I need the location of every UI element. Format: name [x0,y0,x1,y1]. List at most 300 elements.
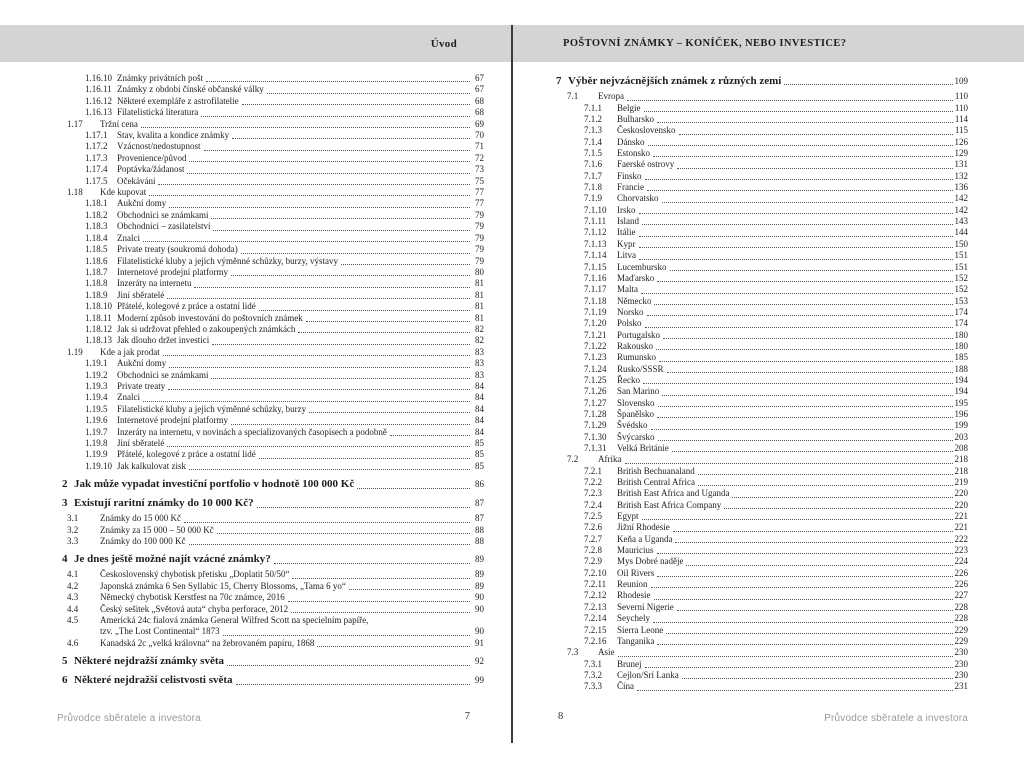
toc-entry [556,330,968,341]
toc-entry-page: 84 [475,426,484,437]
dot-leader [645,327,953,328]
toc-entry-number: 1.19.5 [85,403,108,414]
toc-entry-page: 143 [954,216,968,227]
dot-leader [241,253,470,254]
toc-entry-page: 194 [954,374,968,385]
toc-entry-number: 1.18.1 [85,198,108,209]
toc-entry-label: Bulharsko [617,114,654,125]
toc-entry-page: 81 [475,301,484,312]
toc-entry-label: Francie [617,182,644,193]
toc-entry [556,171,968,182]
toc-entry-label: British Bechuanaland [617,465,695,476]
toc-entry [62,198,484,209]
toc-entry-label: Sierra Leone [617,624,664,635]
dot-leader [257,507,470,508]
toc-entry-label: Známky privátních pošt [117,73,203,83]
toc-entry-label: British Central Africa [617,477,695,488]
toc-entry-number: 7.2.6 [584,522,602,533]
dot-leader [662,202,953,203]
toc-entry-page: 85 [475,460,484,471]
toc-entry-number: 7.2.8 [584,545,602,556]
toc-entry-number: 4.3 [67,592,79,603]
toc-entry-number: 1.19.4 [85,392,108,403]
toc-entry-number: 1.18.7 [85,266,108,277]
toc-entry-label: Private treaty (soukromá dohoda) [117,244,238,255]
toc-entry-label: Seychely [617,613,650,624]
dot-leader [167,298,470,299]
toc-entry-number: 1.18.10 [85,301,112,312]
toc-entry-number: 4.1 [67,569,79,580]
dot-leader [167,446,470,447]
toc-entry [62,324,484,335]
toc-entry-page: 151 [954,261,968,272]
toc-entry [62,553,484,566]
toc-entry [62,427,484,438]
toc-entry-page: 92 [475,656,484,667]
toc-entry-label: Poptávka/žádanost [117,164,185,175]
dot-leader [317,646,470,647]
toc-right-page [556,74,968,693]
toc-entry-label: Výběr nejvzácnějších známek z různých zemí [568,76,782,87]
toc-entry-label: Egypt [617,511,639,522]
toc-entry [62,119,484,130]
dot-leader [231,275,470,276]
toc-entry-number: 7.2.9 [584,556,602,567]
toc-entry [556,375,968,386]
toc-entry [556,114,968,125]
dot-leader [288,601,470,602]
toc-entry-page: 203 [954,431,968,442]
toc-entry-page: 67 [475,84,484,95]
toc-entry-page: 67 [475,73,484,83]
dot-leader [149,195,470,196]
toc-entry-number: 1.18.11 [85,312,112,323]
toc-entry [62,210,484,221]
toc-entry-label: Provenience/původ [117,152,187,163]
dot-leader [291,612,470,613]
toc-entry-page: 83 [475,346,484,357]
toc-entry-label: Očekávání [117,175,156,186]
toc-entry-page: 81 [475,289,484,300]
toc-entry-label: Maďarsko [617,272,655,283]
toc-entry-page: 226 [954,579,968,590]
dot-leader [309,412,470,413]
dot-leader [644,111,953,112]
toc-entry [556,579,968,590]
toc-entry [556,647,968,658]
toc-entry-number: 7.2.15 [584,624,607,635]
toc-entry-page: 89 [475,554,484,565]
toc-entry [62,84,484,95]
toc-entry-label: Rhodesie [617,590,651,601]
toc-entry [62,536,484,547]
toc-entry-number: 7.2.7 [584,533,602,544]
footer-page-number-left: 7 [464,711,470,722]
toc-entry [556,386,968,397]
toc-entry-number: 7.1.6 [584,159,602,170]
toc-entry-page: 231 [954,681,968,692]
toc-entry-page: 90 [475,626,484,637]
toc-entry-page: 84 [475,403,484,414]
toc-entry-number: 1.16.11 [85,84,112,95]
toc-entry-page: 150 [954,238,968,249]
dot-leader [642,224,953,225]
dot-leader [682,678,953,679]
toc-entry-number: 1.18.13 [85,335,112,346]
toc-entry [556,125,968,136]
toc-entry-page: 79 [475,209,484,220]
dot-leader [645,667,953,668]
dot-leader [651,429,953,430]
toc-entry-page: 132 [954,170,968,181]
dot-leader [667,372,953,373]
dot-leader [298,332,470,333]
toc-entry [62,674,484,687]
toc-entry-label: Některé exempláře z astrofilatelie [117,95,239,106]
toc-entry-label: Jiní sběratelé [117,438,165,448]
toc-entry-number: 7.2.3 [584,488,602,499]
toc-entry-number: 1.19 [67,346,83,357]
toc-entry-number: 4.4 [67,603,79,614]
toc-entry-label: Tanganika [617,635,655,646]
dot-leader [201,116,470,117]
dot-leader [659,361,952,362]
toc-entry [556,250,968,261]
dot-leader [648,145,953,146]
toc-entry-page: 152 [954,272,968,283]
toc-entry [556,91,968,102]
dot-leader [677,168,952,169]
toc-entry [556,420,968,431]
toc-entry [556,193,968,204]
toc-entry-label: Rusko/SSSR [617,363,664,374]
toc-entry-page: 229 [954,635,968,646]
toc-entry [556,216,968,227]
toc-entry [556,205,968,216]
dot-leader [657,553,953,554]
dot-leader [189,161,470,162]
toc-entry-label: Polsko [617,318,642,329]
toc-entry-label: Filatelistické kluby a jejich výměnné schůzky, burzy [117,403,307,414]
dot-leader [673,531,953,532]
dot-leader [227,665,470,666]
toc-entry-label: Inzeráty na internetu, v novinách a specializovaných časopisech a podobně [117,426,387,437]
toc-entry-page: 80 [475,266,484,277]
dot-leader [639,247,953,248]
toc-entry-label: Evropa [598,91,624,102]
toc-entry [62,290,484,301]
toc-entry-page: 85 [475,438,484,448]
toc-entry-page: 224 [954,556,968,567]
footer-page-number-right: 8 [558,711,564,722]
toc-entry [556,477,968,488]
dot-leader [211,378,470,379]
toc-entry [62,497,484,510]
toc-entry-number: 1.19.2 [85,369,108,380]
toc-entry-number: 1.18 [67,187,83,198]
toc-entry [62,153,484,164]
toc-entry-number: 7.1.17 [584,284,607,295]
toc-entry-page: 90 [475,592,484,603]
toc-entry-label: Některé nejdražší známky světa [74,655,224,668]
toc-entry-label: Stav, kvalita a kondice známky [117,130,230,141]
toc-entry-number: 7.1.13 [584,238,607,249]
toc-entry-page: 115 [954,125,968,136]
toc-entry-page: 68 [475,95,484,106]
toc-entry-label: Faerské ostrovy [617,159,675,170]
toc-entry [556,352,968,363]
toc-entry-page: 91 [475,637,484,648]
dot-leader [679,134,953,135]
toc-entry-label: Vzácnost/nedostupnost [117,141,201,152]
dot-leader [625,463,953,464]
toc-entry-number: 1.18.3 [85,221,108,232]
toc-entry-page: 228 [954,613,968,624]
toc-entry-label: Filatelistická literatura [117,107,199,118]
toc-entry-number: 3 [62,497,68,510]
dot-leader [657,576,952,577]
dot-leader [732,497,952,498]
toc-entry [62,370,484,381]
toc-entry-page: 196 [954,408,968,419]
toc-entry-label: Kanadská 2c „velká královna“ na žebrovaném papíru, 1868 [100,637,315,648]
dot-leader [643,383,953,384]
toc-entry [556,443,968,454]
dot-leader [231,424,470,425]
dot-leader [349,589,470,590]
dot-leader [642,519,953,520]
dot-leader [677,610,953,611]
toc-entry [556,488,968,499]
toc-entry [62,221,484,232]
toc-entry [62,278,484,289]
toc-entry-page: 220 [954,499,968,510]
toc-entry-number: 1.19.8 [85,438,108,448]
toc-entry-page: 185 [954,352,968,363]
toc-entry-page: 82 [475,323,484,334]
dot-leader [627,100,953,101]
toc-entry [556,466,968,477]
toc-entry-number: 3.2 [67,524,79,535]
dot-leader [184,522,470,523]
toc-entry-label: Norsko [617,306,644,317]
toc-entry-number: 1.19.6 [85,415,108,426]
toc-entry-number: 7.1.9 [584,193,602,204]
toc-entry [62,244,484,255]
toc-entry [556,432,968,443]
toc-entry-page: 72 [475,152,484,163]
toc-entry-label: Moderní způsob investování do poštovních známek [117,312,303,323]
toc-entry [556,511,968,522]
toc-entry-page: 89 [475,569,484,580]
toc-entry [62,267,484,278]
toc-entry-number: 7.1.21 [584,329,607,340]
toc-entry-label: Známky do 15 000 Kč [100,513,181,524]
toc-entry-number: 1.19.9 [85,449,108,460]
dot-leader [232,138,470,139]
toc-entry-number: 7.1.23 [584,352,607,363]
toc-entry-label: Belgie [617,102,641,113]
dot-leader [158,184,470,185]
toc-entry-page: 82 [475,335,484,346]
toc-entry-number: 7.1.4 [584,136,602,147]
toc-entry-label: Malta [617,284,638,295]
toc-entry-number: 6 [62,674,68,687]
toc-entry-number: 1.18.4 [85,232,108,243]
toc-entry [62,130,484,141]
toc-entry-label: Lucembursko [617,261,667,272]
toc-entry-label: Přátelé, kolegové z práce a ostatní lidé [117,301,256,312]
toc-entry-label: Portugalsko [617,329,661,340]
toc-entry [62,655,484,668]
toc-entry-label: Znalci [117,232,140,243]
toc-entry [62,358,484,369]
toc-entry-page: 77 [475,198,484,209]
toc-entry [62,347,484,358]
dot-leader [259,310,470,311]
toc-entry-number: 7.2.12 [584,590,607,601]
dot-leader [654,304,952,305]
toc-entry-page: 84 [475,380,484,391]
toc-entry-number: 7 [556,75,562,87]
toc-entry [556,182,968,193]
dot-leader [189,544,471,545]
toc-entry-page: 109 [954,76,968,86]
toc-entry-label: Československý chybotisk přetisku „Doplatit 50/50“ [100,569,290,580]
toc-entry-number: 1.19.10 [85,460,112,471]
toc-entry-page: 188 [954,363,968,374]
toc-entry-number: 7.1.1 [584,102,602,113]
toc-entry-label: Rumunsko [617,352,657,363]
dot-leader [357,488,470,489]
toc-entry-number: 4.5 [67,615,79,626]
toc-entry-label: Znalci [117,392,140,403]
toc-entry-page: 79 [475,221,484,232]
toc-entry-page: 75 [475,175,484,186]
toc-entry-page: 174 [954,318,968,329]
toc-entry-page: 180 [954,329,968,340]
toc-entry [62,449,484,460]
toc-entry-page: 85 [475,449,484,460]
dot-leader [698,474,953,475]
toc-entry [556,284,968,295]
toc-entry-label: Inzeráty na internetu [117,278,192,289]
toc-entry-label: Reunion [617,579,648,590]
toc-entry [62,525,484,536]
dot-leader [653,622,953,623]
dot-leader [217,533,470,534]
dot-leader [341,264,470,265]
dot-leader [645,179,953,180]
toc-entry [556,568,968,579]
toc-entry-number: 1.19.1 [85,358,108,369]
toc-entry [62,438,484,449]
toc-entry-number: 7.1.2 [584,114,602,125]
toc-entry-label: Litva [617,250,636,261]
dot-leader [618,656,953,657]
toc-entry-label: San Marino [617,386,660,397]
toc-entry-label: Československo [617,125,676,136]
dot-leader [204,150,471,151]
toc-entry-page: 83 [475,369,484,380]
toc-entry [62,404,484,415]
toc-entry-label: Německý chybotisk Kerstfest na 70c známce, 2016 [100,592,285,603]
toc-entry-number: 1.19.7 [85,426,108,437]
toc-entry-page: 218 [954,465,968,476]
toc-entry [556,659,968,670]
toc-entry-page: 129 [954,148,968,159]
toc-entry-label: Švédsko [617,420,648,431]
toc-entry [62,569,484,580]
toc-entry [556,613,968,624]
toc-entry-number: 7.2.2 [584,477,602,488]
toc-entry-number: 1.16.13 [85,107,112,118]
toc-entry-label: Čína [617,681,634,692]
toc-entry [62,415,484,426]
toc-entry-number: 1.17 [67,118,83,129]
toc-entry [556,454,968,465]
dot-leader [274,563,470,564]
toc-entry-label: Jak si udržovat přehled o zakoupených známkách [117,323,296,334]
toc-entry-label: Český sešitek „Světová auta“ chyba perforace, 2012 [100,603,289,614]
toc-entry-label: Mauricius [617,545,654,556]
toc-entry-label: Oil Rivers [617,567,655,578]
toc-entry-number: 7.2.11 [584,579,607,590]
toc-entry-number: 7.1.19 [584,306,607,317]
toc-entry-number: 1.17.1 [85,130,108,141]
toc-entry-label: Jak může vypadat investiční portfolio v hodnotě 100 000 Kč [74,478,355,491]
toc-entry-label: Jiní sběratelé [117,289,165,300]
toc-entry [556,273,968,284]
toc-entry [62,176,484,187]
toc-entry [62,233,484,244]
toc-entry [62,335,484,346]
toc-entry-page: 144 [954,227,968,238]
dot-leader [212,344,470,345]
toc-entry-number: 7.2.4 [584,499,602,510]
toc-entry-label: Filatelistické kluby a jejich výměnné schůzky, burzy, výstavy [117,255,339,266]
toc-entry-page: 221 [954,511,968,522]
toc-entry-page: 71 [475,141,484,152]
toc-entry-number: 4 [62,553,68,566]
toc-entry-number: 7.1.30 [584,431,607,442]
toc-entry-label: Jak kalkulovat zisk [117,460,186,471]
toc-entry-page: 110 [954,102,968,113]
toc-entry [556,500,968,511]
toc-entry-page: 194 [954,386,968,397]
footer-book-title-right: Průvodce sběratele a investora [824,713,968,724]
toc-entry-label: Asie [598,647,615,658]
toc-entry-label: Internetové prodejní platformy [117,415,228,426]
toc-entry-number: 7.2.14 [584,613,607,624]
toc-entry [62,392,484,403]
toc-entry-number: 1.19.3 [85,380,108,391]
toc-entry-label: Německo [617,295,652,306]
toc-entry-number: 1.18.5 [85,244,108,255]
page-divider [511,25,513,743]
toc-entry [556,364,968,375]
dot-leader [168,389,470,390]
toc-entry-number: 7.1.18 [584,295,607,306]
toc-entry [62,256,484,267]
dot-leader [259,458,470,459]
toc-entry [62,187,484,198]
dot-leader [686,565,952,566]
dot-leader [242,104,470,105]
toc-entry-number: 7.2.16 [584,635,607,646]
dot-leader [724,508,952,509]
toc-entry-number: 7.1.26 [584,386,607,397]
